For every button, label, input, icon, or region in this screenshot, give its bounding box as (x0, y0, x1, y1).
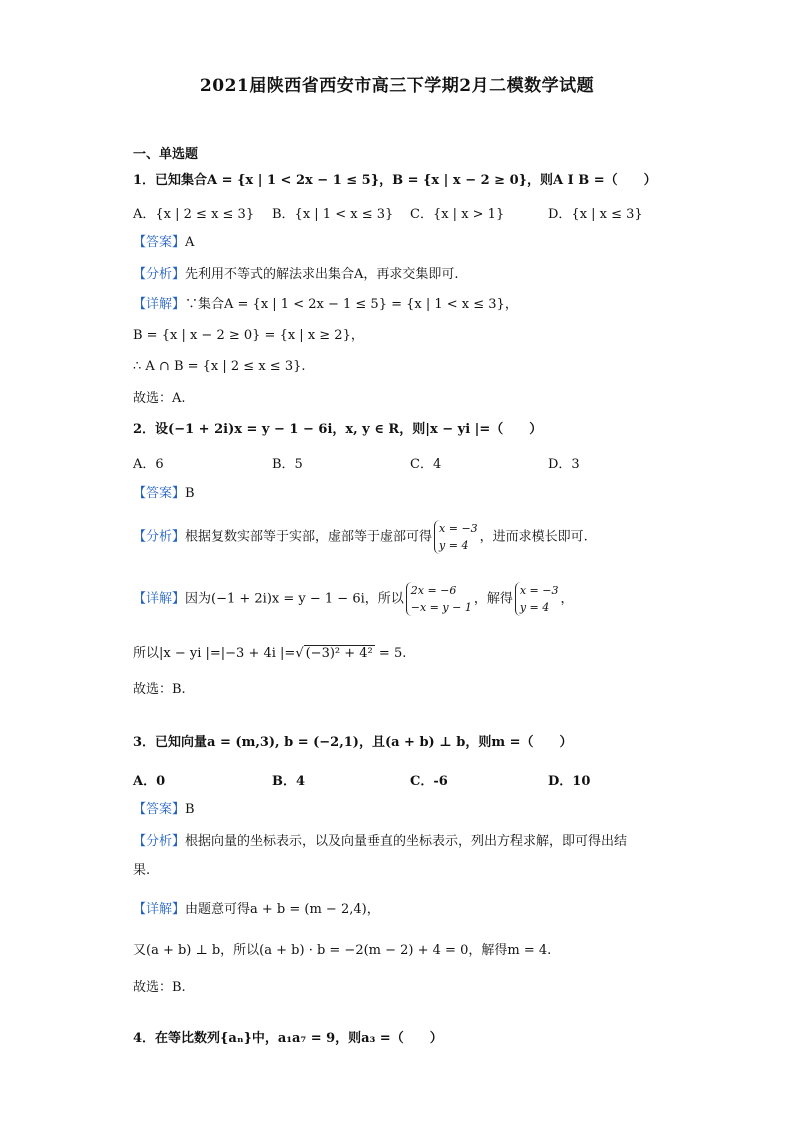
analysis-label: 【分析】 (133, 834, 186, 849)
system-row-2: y = 4 (439, 539, 469, 552)
q2-option-d: D．3 (548, 457, 580, 472)
q1-analysis (133, 266, 459, 284)
q2-choice: 故选：B. (133, 682, 186, 697)
page-title: 2021届陕西省西安市高三下学期2月二模数学试题 (199, 76, 595, 96)
solution-system (515, 582, 559, 616)
q1-detail (133, 296, 518, 314)
analysis-text: 根据向量的坐标表示，以及向量垂直的坐标表示，列出方程求解，即可得出结 (185, 834, 628, 849)
detail-text: ∵集合A = {x | 1 < 2x − 1 ≤ 5} = {x | 1 < x ≤ 3}， (185, 297, 518, 312)
answer-label: 【答案】 (133, 235, 186, 250)
q2-answer (133, 485, 195, 503)
system-row-1: x = −3 (439, 522, 478, 535)
detail-text-end: ， (560, 591, 574, 607)
section-heading: 一、单选题 (133, 147, 199, 162)
q2-option-b: B．5 (272, 457, 303, 472)
equation-system (406, 582, 472, 616)
answer-value: A (185, 235, 195, 250)
detail-label: 【详解】 (133, 297, 186, 312)
detail-label: 【详解】 (133, 591, 186, 607)
detail-text: 由题意可得a + b = (m − 2,4)， (185, 902, 380, 917)
q2-detail (133, 582, 574, 616)
answer-label: 【答案】 (133, 802, 186, 817)
equation-system (434, 520, 478, 554)
q3-option-b: B．4 (272, 774, 306, 789)
system-row-1: 2x = −6 (410, 584, 457, 597)
q3-analysis-line-2: 果. (133, 863, 151, 878)
detail-label: 【详解】 (133, 902, 186, 917)
system-row-2: −x = y − 1 (410, 601, 472, 614)
q3-detail (133, 901, 380, 919)
question-4-stem: 4．在等比数列{aₙ}中，a₁a₇ = 9，则a₃ =（ ） (133, 1031, 443, 1046)
detail-text: 因为(−1 + 2i)x = y − 1 − 6i，所以 (185, 591, 404, 607)
analysis-label: 【分析】 (133, 267, 186, 282)
q3-choice: 故选：B. (133, 980, 186, 995)
analysis-text: 先利用不等式的解法求出集合A，再求交集即可. (185, 267, 459, 282)
q2-option-c: C．4 (410, 457, 442, 472)
question-1-stem: 1．已知集合A = {x | 1 < 2x − 1 ≤ 5}，B = {x | x − 2 ≥ 0}，则A I B =（ ） (133, 173, 657, 188)
q1-answer (133, 234, 194, 252)
q3-option-a: A．0 (133, 774, 166, 789)
sqrt-radicand: (−3)² + 4² (305, 646, 373, 661)
analysis-text: 根据复数实部等于实部，虚部等于虚部可得 (185, 529, 433, 545)
question-2-stem: 2．设(−1 + 2i)x = y − 1 − 6i，x, y ∈ R，则|x − yi |=（ ） (133, 422, 543, 437)
modulus-result: = 5. (374, 646, 407, 661)
q1-option-c: C．{x | x > 1} (410, 207, 505, 222)
q3-answer (133, 801, 195, 819)
q2-analysis (133, 520, 588, 554)
q1-option-b: B．{x | 1 < x ≤ 3} (272, 207, 394, 222)
q1-option-a: A．{x | 2 ≤ x ≤ 3} (133, 207, 255, 222)
system-row-1: x = −3 (519, 584, 559, 597)
q1-choice: 故选：A. (133, 391, 186, 406)
modulus-text: 所以|x − yi |=|−3 + 4i |= (133, 646, 296, 661)
answer-value: B (185, 486, 195, 501)
q3-option-c: C．-6 (410, 774, 448, 789)
q2-modulus (133, 645, 406, 663)
q1-detail-line-3: ∴ A ∩ B = {x | 2 ≤ x ≤ 3}. (133, 359, 306, 374)
analysis-text-end: ，进而求模长即可. (479, 529, 588, 545)
question-3-stem: 3．已知向量a = (m,3), b = (−2,1)，且(a + b) ⊥ b，则m =（ ） (133, 735, 573, 750)
answer-label: 【答案】 (133, 486, 186, 501)
q3-option-d: D．10 (548, 774, 591, 789)
detail-text-mid: ，解得 (473, 591, 513, 607)
answer-value: B (185, 802, 195, 817)
analysis-label: 【分析】 (133, 529, 186, 545)
system-row-2: y = 4 (519, 601, 550, 614)
q2-option-a: A．6 (133, 457, 164, 472)
q1-detail-line-2: B = {x | x − 2 ≥ 0} = {x | x ≥ 2}， (133, 328, 364, 343)
q3-analysis (133, 833, 627, 851)
q1-option-d: D．{x | x ≤ 3} (548, 207, 643, 222)
q3-detail-line-2: 又(a + b) ⊥ b，所以(a + b) · b = −2(m − 2) + 4 = 0，解得m = 4. (133, 943, 552, 958)
sqrt-sign: √ (295, 646, 304, 661)
